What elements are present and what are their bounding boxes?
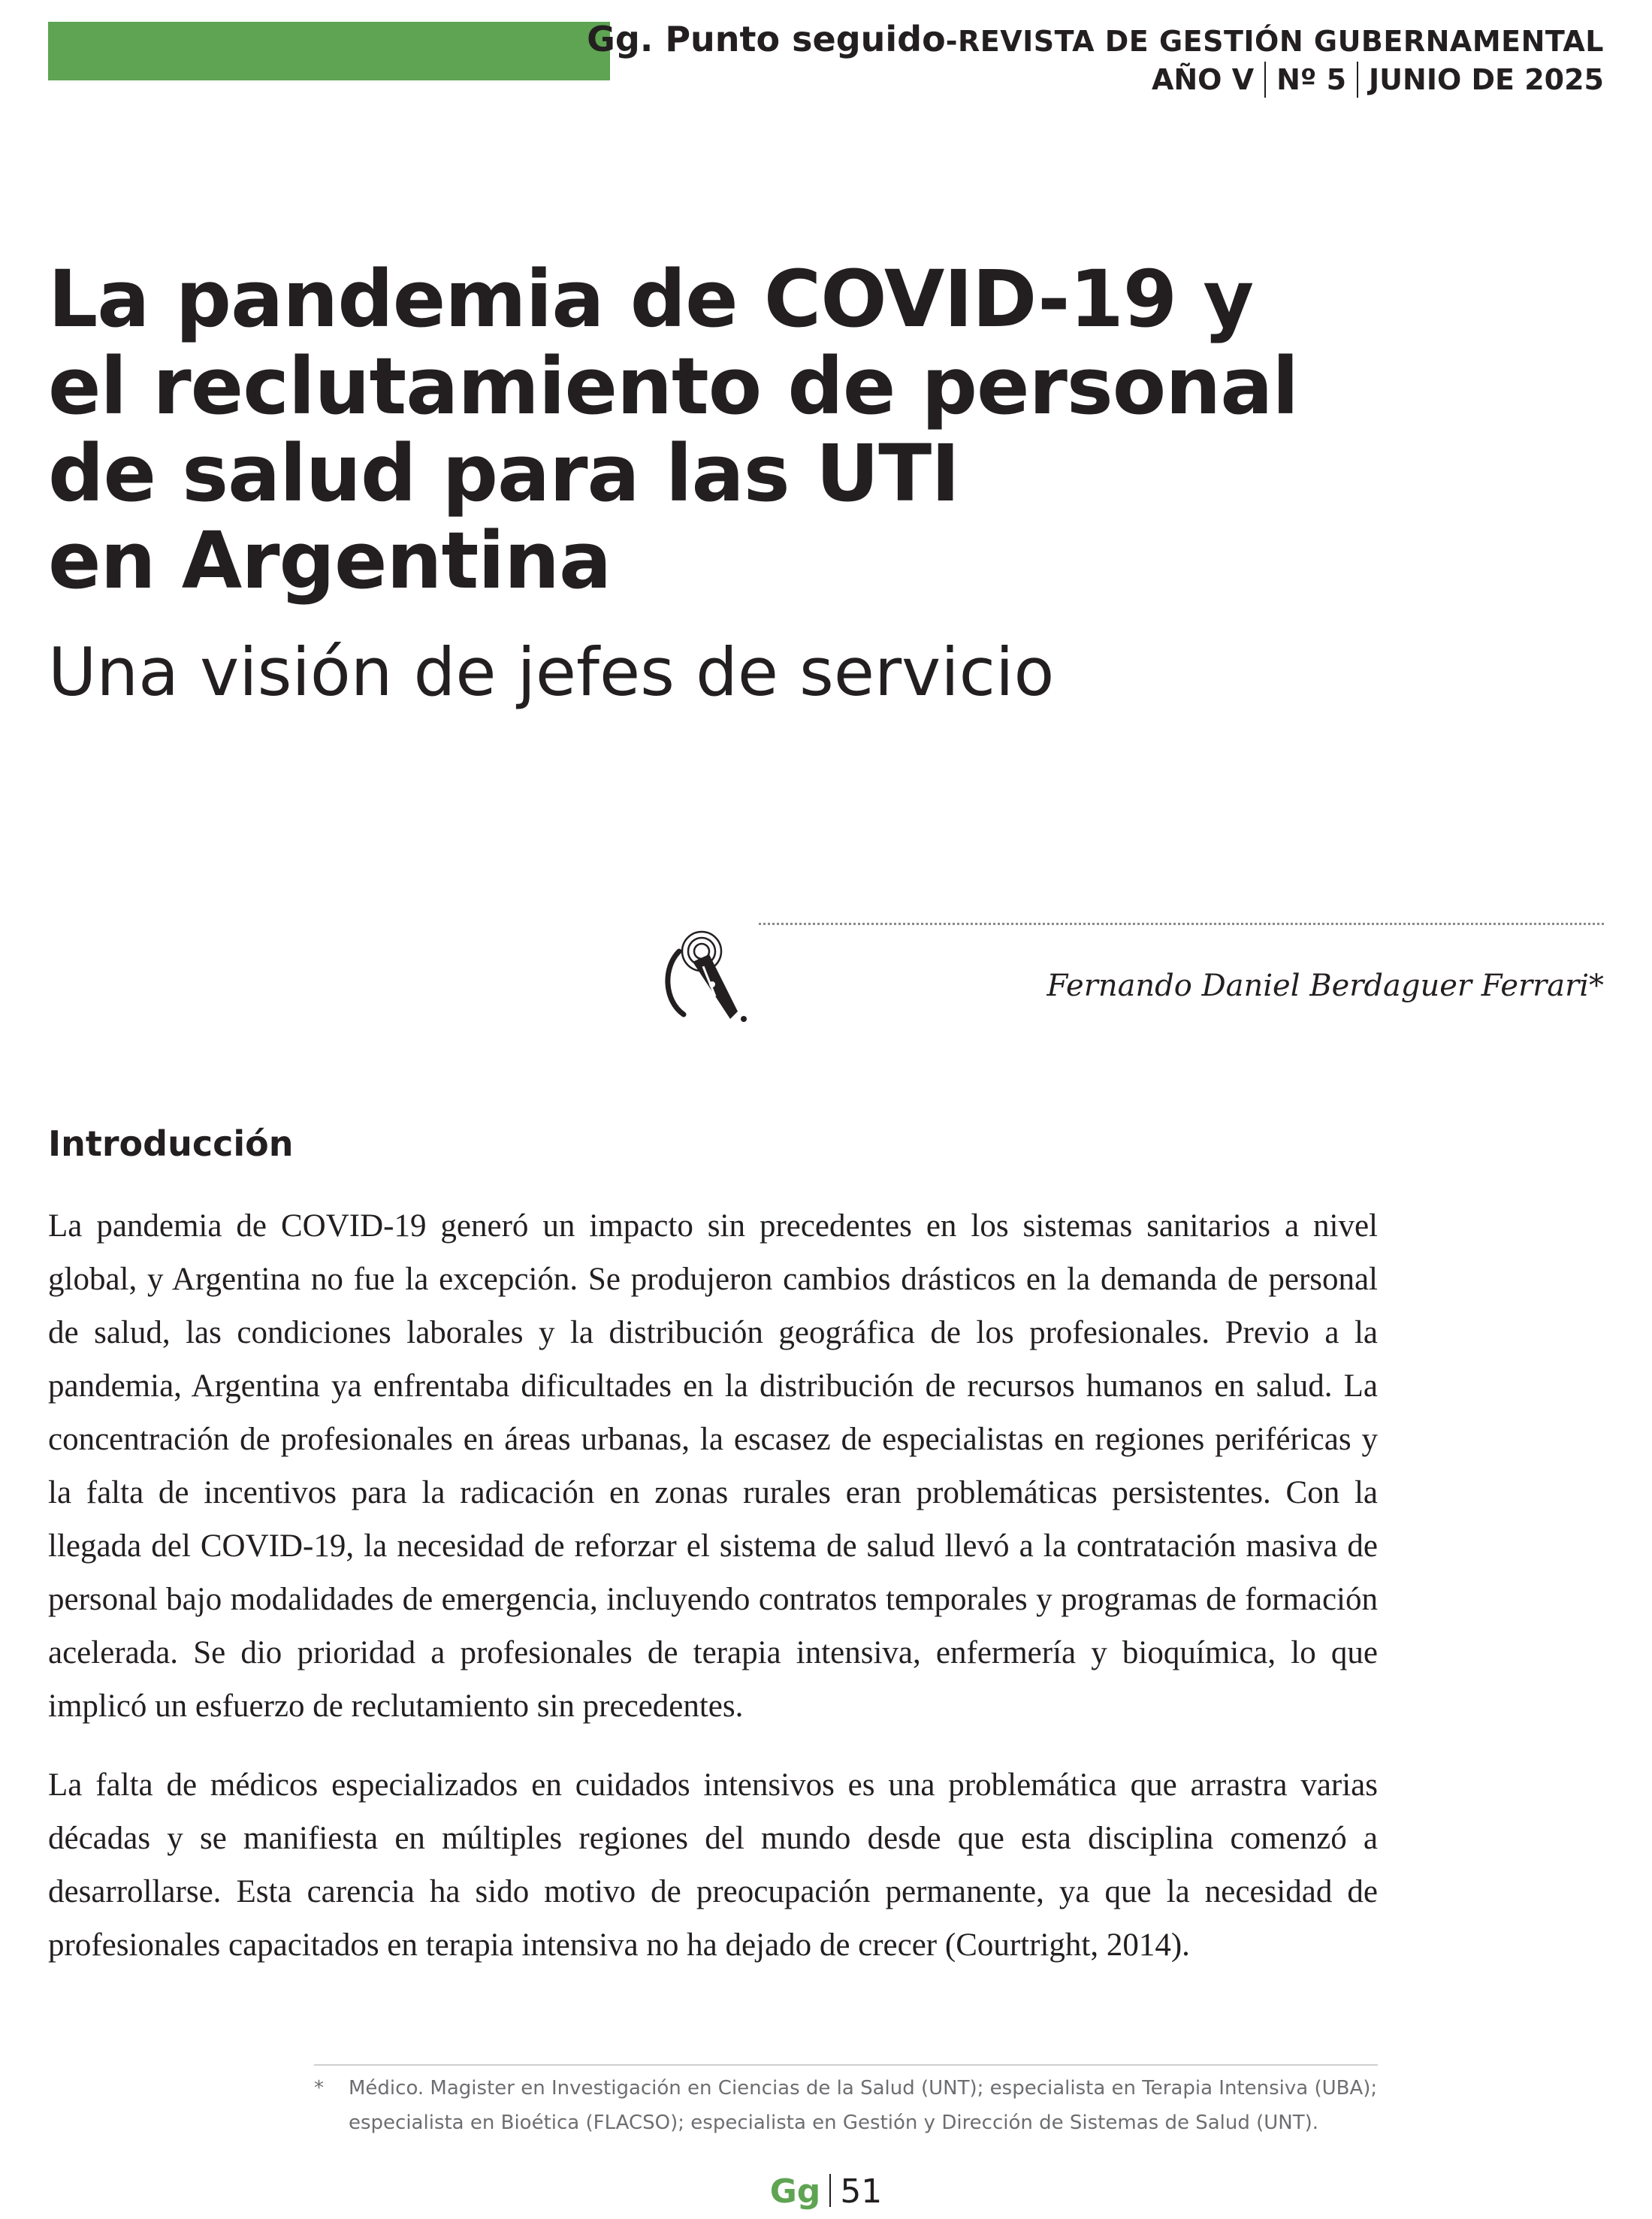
body-paragraph: La falta de médicos especializados en cuidados intensivos es una problemática que arrastra varias décadas y se manifiesta en múltiples regiones del mundo desde que esta disciplina comenzó a desarrollarse. Esta carencia ha sido motivo de preocupación permanente, ya que la necesidad de profesionales capacitados en terapia intensiva no ha dejado de crecer (Courtright, 2014). xyxy=(48,1767,1378,1963)
title-line: el reclutamiento de personal xyxy=(48,340,1299,432)
journal-name: -REVISTA DE GESTIÓN GUBERNAMENTAL xyxy=(945,25,1604,58)
fountain-pen-icon xyxy=(652,923,765,1035)
title-line: en Argentina xyxy=(48,515,612,606)
footnote-text: Médico. Magister en Investigación en Ciencias de la Salud (UNT); especialista en Terapia Intensiva (UBA); especialista en Bioética (FLACSO); especialista en Gestión y Dirección de Sistemas de Salud (UNT). xyxy=(349,2077,1378,2134)
title-line: La pandemia de COVID-19 y xyxy=(48,253,1254,345)
issue-number: Nº 5 xyxy=(1276,63,1347,96)
footnote-marker: * xyxy=(314,2077,324,2100)
issue-info xyxy=(1152,60,1604,99)
section-heading: Introducción xyxy=(48,1123,294,1164)
page-number: 51 xyxy=(840,2172,883,2211)
footnote-divider xyxy=(314,2064,1378,2066)
page-footer xyxy=(0,2172,1652,2212)
issue-year: AÑO V xyxy=(1151,63,1255,96)
body-paragraph: La pandemia de COVID-19 generó un impacto sin precedentes en los sistemas sanitarios a nivel global, y Argentina no fue la excepción. Se produjeron cambios drásticos en la demanda de personal de salud, las condiciones laborales y la distribución geográfica de los profesionales. Previo a la pandemia, Argentina ya enfrentaba dificultades en la distribución de recursos humanos en salud. La concentración de profesionales en áreas urbanas, la escasez de especialistas en regiones periféricas y la falta de incentivos para la radicación en zonas rurales eran problemáticas persistentes. Con la llegada del COVID-19, la necesidad de reforzar el sistema de salud llevó a la contratación masiva de personal bajo modalidades de emergencia, incluyendo contratos temporales y programas de formación acelerada. Se dio prioridad a profesionales de terapia intensiva, enfermería y bioquímica, lo que implicó un esfuerzo de reclutamiento sin precedentes. xyxy=(48,1208,1378,1724)
journal-header xyxy=(587,20,1604,61)
issue-date: JUNIO DE 2025 xyxy=(1369,63,1604,96)
header-accent-bar xyxy=(48,22,610,80)
author-divider xyxy=(759,923,1604,925)
issue-separator xyxy=(1264,62,1266,98)
footer-logo: Gg xyxy=(769,2172,821,2211)
issue-separator xyxy=(1357,62,1358,98)
article-subtitle: Una visión de jefes de servicio xyxy=(48,633,1055,711)
footer-separator xyxy=(829,2174,831,2207)
article-title xyxy=(48,255,1325,604)
journal-brand: Gg. Punto seguido xyxy=(587,19,946,59)
author-name: Fernando Daniel Berdaguer Ferrari* xyxy=(1046,969,1604,1003)
title-line: de salud para las UTI xyxy=(48,428,959,519)
